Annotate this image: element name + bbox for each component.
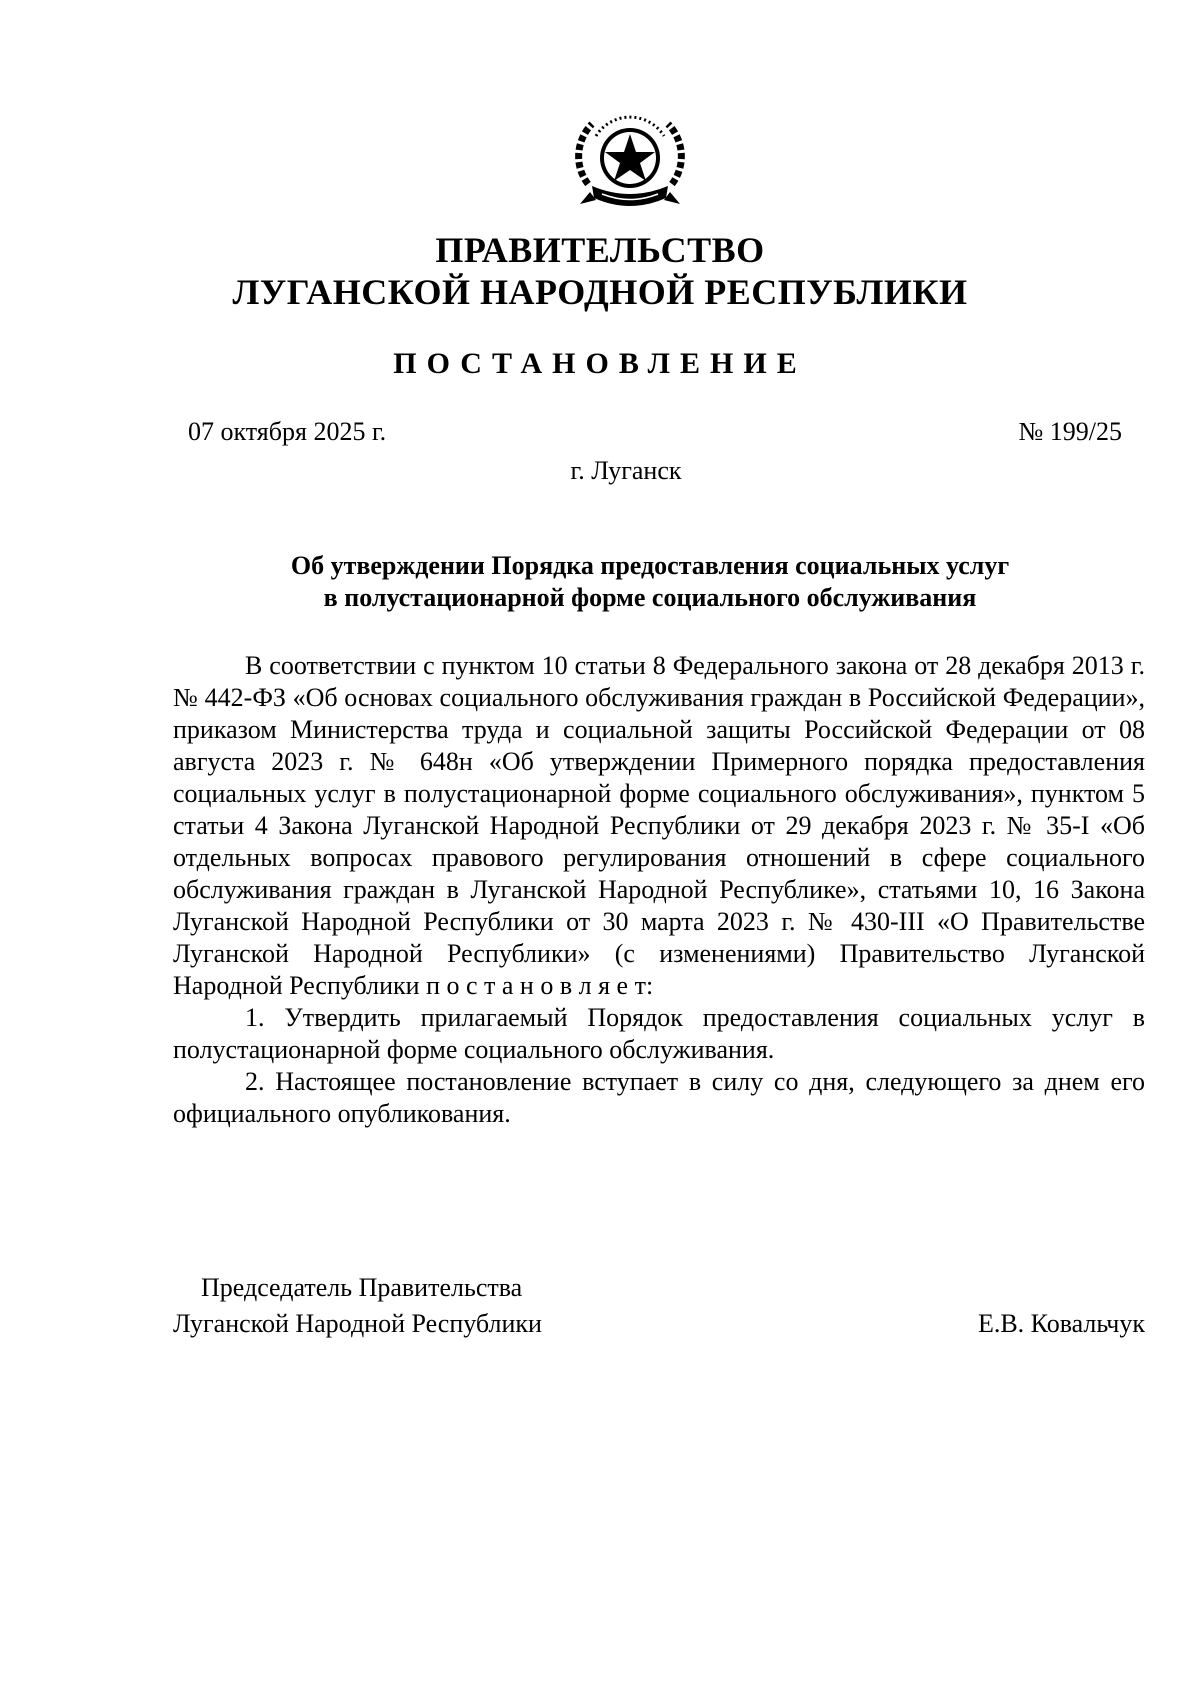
document-number: № 199/25 [1018, 417, 1122, 446]
signatory-position-line1: Председатель Правительства [201, 1273, 523, 1302]
resolves-text: п о с т а н о в л я е т: [426, 971, 654, 1000]
preamble-text: В соответствии с пунктом 10 статьи 8 Федерального закона от 28 декабря 2013 г. № 442-ФЗ «Об основах социального обслуживания граждан в Российской Федерации», приказом Министерства труда и социальной защиты Российской Федерации от 08 августа 2023 г. № 648н «Об утверждении Примерного порядка предоставления социальных услуг в полустационарной форме социального обслуживания», пунктом 5 статьи 4 Закона Луганской Народной Республики от 29 декабря 2023 г. № 35-I «Об отдельных вопросах правового регулирования отношений в сфере социального обслуживания граждан в Луганской Народной Республике», статьями 10, 16 Закона Луганской Народной Республики от 30 марта 2023 г. № 430-III «О Правительстве Луганской Народной Республики» (с изменениями) Правительство Луганской Народной Республики [173, 651, 1145, 1000]
signatory-position [173, 1270, 542, 1342]
preamble-paragraph [173, 650, 1145, 1002]
organization-name-line1: ПРАВИТЕЛЬСТВО [435, 230, 765, 270]
title-line2: в полустационарной форме социального обслуживания [323, 583, 977, 612]
title-line1: Об утверждении Порядка предоставления социальных услуг [290, 551, 1010, 580]
document-title [180, 550, 1120, 614]
item-2-paragraph: 2. Настоящее постановление вступает в силу со дня, следующего за днем его официального опубликования. [173, 1067, 1145, 1128]
signatory-name: Е.В. Ковальчук [977, 1309, 1145, 1338]
document-city: г. Луганск [570, 456, 682, 485]
document-date: 07 октября 2025 г. [188, 417, 387, 446]
signatory-position-line2: Луганской Народной Республики [173, 1309, 542, 1338]
lpr-coat-of-arms-icon [566, 106, 694, 218]
document-type: ПОСТАНОВЛЕНИЕ [393, 347, 807, 380]
organization-name-line2: ЛУГАНСКОЙ НАРОДНОЙ РЕСПУБЛИКИ [232, 272, 968, 312]
item-1-paragraph: 1. Утвердить прилагаемый Порядок предоставления социальных услуг в полустационарной форме социального обслуживания. [173, 1003, 1145, 1064]
document-body [173, 650, 1145, 1130]
